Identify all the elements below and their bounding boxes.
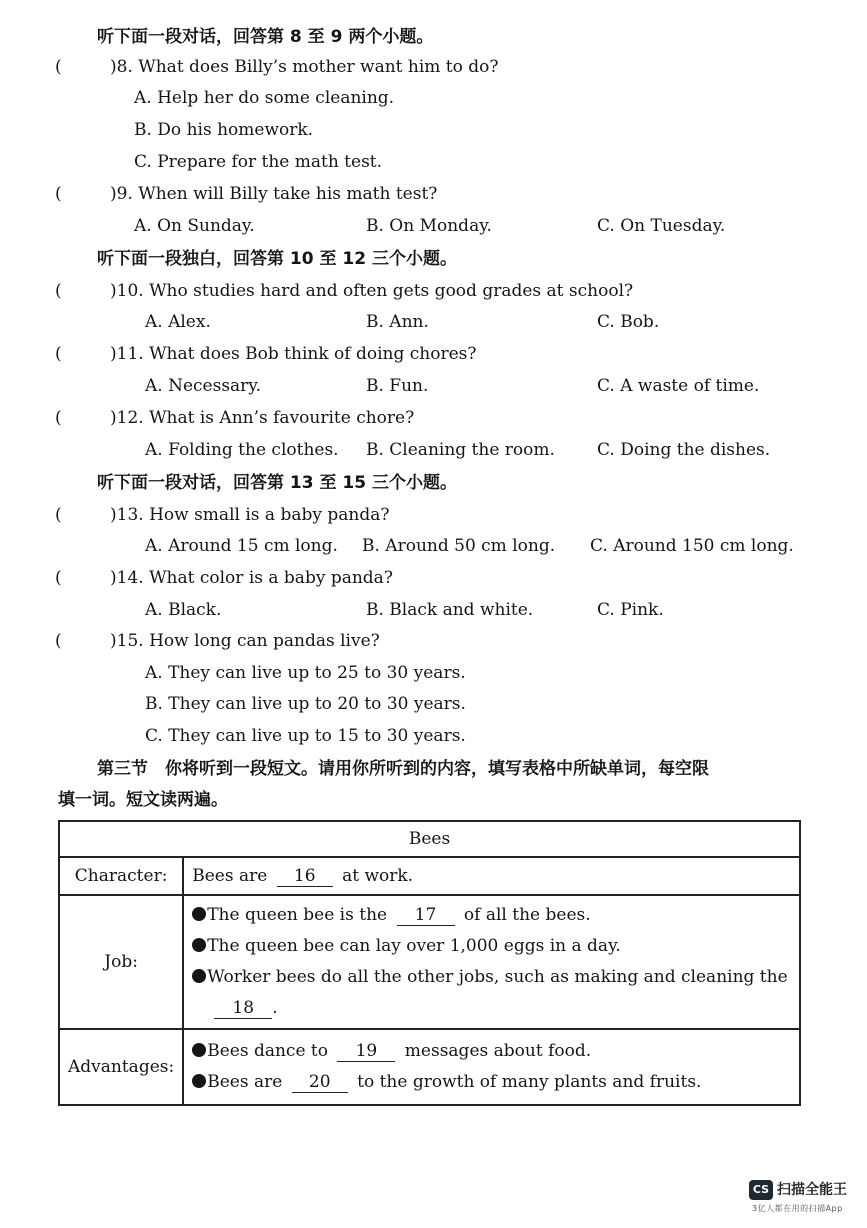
character-label: Character: [59, 857, 183, 895]
q8-option-a: A. Help her do some cleaning. [134, 88, 395, 108]
camscanner-logo-icon: CS [749, 1180, 773, 1200]
job-item-3-cont: 18 . [192, 993, 791, 1024]
character-text-post: at work. [342, 865, 414, 886]
q11-option-c: C. A waste of time. [597, 376, 760, 396]
q11-option-b: B. Fun. [366, 376, 429, 396]
advantages-label: Advantages: [59, 1029, 183, 1105]
adv-item-1: Bees dance to 19 messages about food. [192, 1036, 791, 1067]
job-item-3: Worker bees do all the other jobs, such as making and cleaning the [192, 962, 791, 993]
bullet-dot-icon [192, 969, 206, 983]
blank-18: 18 [214, 998, 272, 1019]
q15-option-b: B. They can live up to 20 to 30 years. [145, 694, 466, 714]
q10-option-c: C. Bob. [597, 312, 660, 332]
section-header-13-15: 听下面一段对话，回答第 13 至 15 三个小题。 [97, 473, 457, 493]
job-cell [183, 895, 800, 1029]
question-15: )15. How long can pandas live? [110, 631, 380, 651]
answer-paren: ( [55, 505, 62, 525]
question-11: )11. What does Bob think of doing chores? [110, 344, 477, 364]
bullet-dot-icon [192, 907, 206, 921]
section-header-8-9: 听下面一段对话，回答第 8 至 9 两个小题。 [97, 27, 434, 47]
q10-option-b: B. Ann. [366, 312, 429, 332]
answer-paren: ( [55, 408, 62, 428]
q12-option-c: C. Doing the dishes. [597, 440, 771, 460]
answer-paren: ( [55, 57, 62, 77]
q9-option-a: A. On Sunday. [134, 216, 255, 236]
camscanner-tagline: 3亿人都在用的扫描App [752, 1204, 843, 1213]
q10-option-a: A. Alex. [145, 312, 211, 332]
bees-table [58, 820, 801, 1106]
q13-option-c: C. Around 150 cm long. [590, 536, 794, 556]
q14-option-b: B. Black and white. [366, 600, 534, 620]
camscanner-name: 扫描全能王 [777, 1182, 847, 1198]
answer-paren: ( [55, 184, 62, 204]
job-item-2: The queen bee can lay over 1,000 eggs in a day. [192, 931, 791, 962]
character-cell [183, 857, 800, 895]
answer-paren: ( [55, 344, 62, 364]
q8-option-c: C. Prepare for the math test. [134, 152, 383, 172]
part3-instruction-line2: 填一词。短文读两遍。 [58, 790, 228, 810]
job-label: Job: [59, 895, 183, 1029]
q9-option-c: C. On Tuesday. [597, 216, 726, 236]
answer-paren: ( [55, 631, 62, 651]
q12-option-b: B. Cleaning the room. [366, 440, 555, 460]
answer-paren: ( [55, 281, 62, 301]
blank-20: 20 [292, 1072, 348, 1093]
bullet-dot-icon [192, 938, 206, 952]
character-text-pre: Bees are [192, 865, 268, 886]
q15-option-a: A. They can live up to 25 to 30 years. [145, 663, 466, 683]
q9-option-b: B. On Monday. [366, 216, 492, 236]
advantages-cell [183, 1029, 800, 1105]
q11-option-a: A. Necessary. [145, 376, 262, 396]
blank-17: 17 [397, 905, 455, 926]
adv-item-2: Bees are 20 to the growth of many plants and fruits. [192, 1067, 791, 1098]
q12-option-a: A. Folding the clothes. [145, 440, 339, 460]
table-title: Bees [59, 821, 800, 857]
answer-paren: ( [55, 568, 62, 588]
bullet-dot-icon [192, 1043, 206, 1057]
q13-option-a: A. Around 15 cm long. [145, 536, 338, 556]
question-12: )12. What is Ann’s favourite chore? [110, 408, 415, 428]
q13-option-b: B. Around 50 cm long. [362, 536, 556, 556]
question-9: )9. When will Billy take his math test? [110, 184, 438, 204]
q15-option-c: C. They can live up to 15 to 30 years. [145, 726, 466, 746]
blank-16: 16 [277, 866, 333, 887]
blank-19: 19 [337, 1041, 395, 1062]
q14-option-c: C. Pink. [597, 600, 664, 620]
section-header-10-12: 听下面一段独白，回答第 10 至 12 三个小题。 [97, 249, 457, 269]
job-item-1: The queen bee is the 17 of all the bees. [192, 900, 791, 931]
q8-option-b: B. Do his homework. [134, 120, 314, 140]
question-8: )8. What does Billy’s mother want him to do? [110, 57, 499, 77]
question-13: )13. How small is a baby panda? [110, 505, 390, 525]
question-14: )14. What color is a baby panda? [110, 568, 393, 588]
q14-option-a: A. Black. [145, 600, 222, 620]
part3-instruction-line1: 第三节 你将听到一段短文。请用你所听到的内容，填写表格中所缺单词，每空限 [97, 759, 709, 779]
bullet-dot-icon [192, 1074, 206, 1088]
question-10: )10. Who studies hard and often gets good grades at school? [110, 281, 634, 301]
